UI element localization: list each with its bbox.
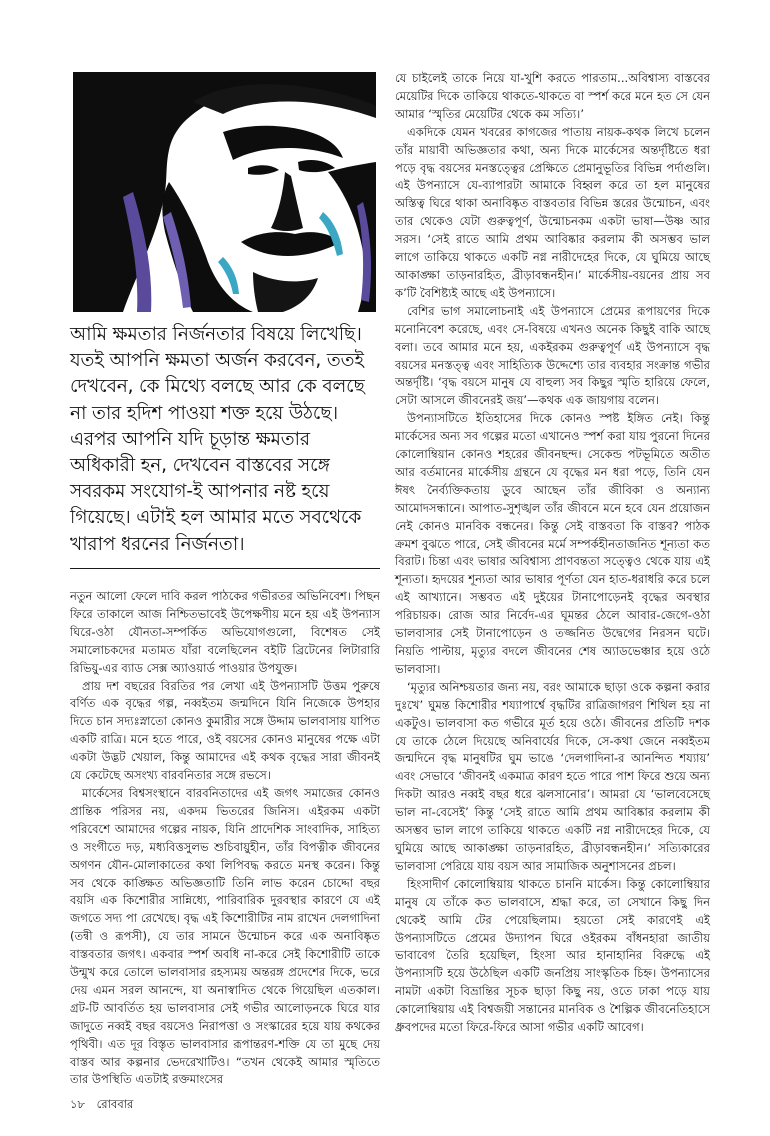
paragraph: উপন্যাসটিতে ইতিহাসের দিকে কোনও স্পষ্ট ইঙ্গিত নেই। কিন্তু মার্কেসের অন্য সব গল্পের মতো এখানেও স্পর্শ করা যায় পুরনো দিনের কোলোম্বিয়ান কোনও শহরের জীবনছন্দ। সেকেন্ড পটভূমিতে অতীত আর বর্তমানের মার্কেসীয় গ্রন্থনে যে বৃদ্ধের মন ধরা পড়ে, তিনি যেন ঈষৎ নৈর্ব্যক্তিকতায় ডুবে আছেন তাঁর জীবিকা ও অন্যান্য আমোদসন্ধানে। আপাত-সুশৃঙ্খল তাঁর জীবনে মনে হবে যেন প্রয়োজন নেই কোনও মানবিক বন্ধনের। কিন্তু সেই বাস্তবতা কি বাস্তব? পাঠক ক্রমশ বুঝতে পারে, সেই জীবনের মর্মে সম্পর্কহীনতাজনিত শূন্যতা কত বিরাট। চিন্তা এবং ভাষার অবিশ্বাস্য প্রাণবন্ততা সত্ত্বেও থেকে যায় এই শূন্যতা। হৃদয়ের শূন্যতা আর ভাষার পূর্ণতা যেন হাত-ধরাধরি করে চলে এই আখ্যানে। সম্ভবত এই দুইয়ের টানাপোড়েনই বৃদ্ধের অবস্থার পরিচায়ক। রোজ আর নির্বেদ-এর ঘূমন্তর ঠেলে আবার-জেগে-ওঠা ভালবাসার সেই টানাপোড়েন ও তজ্জনিত উদ্বেগের নিরসন ঘটে। নিয়তি পাল্টায়, মৃত্যুর বদলে জীবনের শেষ অ্যাডভেঞ্চার হয়ে ওঠে ভালবাসা। bbox=[395, 411, 710, 676]
paragraph: বেশির ভাগ সমালোচনাই এই উপন্যাসে প্রেমের রূপায়ণের দিকে মনোনিবেশ করেছে, এবং সে-বিষয়ে এখনও অনেক কিছুই বাকি আছে বলা। তবে আমার মনে হয়, একইরকম গুরুত্বপূর্ণ এই উপন্যাসে বৃদ্ধ বয়সের মনস্তত্ত্ব এবং সাহিত্যিক উদ্দেশ্যে তার ব্যবহার সংক্রান্ত গভীর অন্তর্দৃষ্টি। ‘বৃদ্ধ বয়সে মানুষ যে বাহুল্য সব কিছুর স্মৃতি হারিয়ে ফেলে, সেটা আসলে জীবনেরই জয়’—কথক এক জায়গায় বলেন। bbox=[395, 303, 710, 408]
author-portrait bbox=[73, 72, 376, 312]
paragraph: একদিকে যেমন খবরের কাগজের পাতায় নায়ক-কথক লিখে চলেন তাঁর মায়াবী অভিজ্ঞতার কথা, অন্য দিকে মার্কেসের অন্তর্দৃষ্টিতে ধরা পড়ে বৃদ্ধ বয়সের মনস্তত্ত্বের প্রেক্ষিতে প্রেমানুভূতির বিভিন্ন পর্দাগুলি। এই উপন্যাসে যে-ব্যাপারটা আমাকে বিহ্বল করে তা হল মানুষের অস্তিত্ব ঘিরে থাকা অনাবিষ্কৃত বাস্তবতার বিভিন্ন স্তরের উন্মোচন, এবং তার থেকেও যেটা গুরুত্বপূর্ণ, উন্মোচনকম একটা ভাষা—উষ্ণ আর সরস। ‘সেই রাতে আমি প্রথম আবিষ্কার করলাম কী অসম্ভব ভাল লাগে তাকিয়ে থাকতে একটি নগ্ন নারীদেহের দিকে, যে ঘুমিয়ে আছে আকাঙ্ক্ষা তাড়নারহিত, ব্রীড়াবন্ধনহীন।’ মার্কেসীয়-বয়নের প্রায় সব ক’টি বৈশিষ্ট্যই আছে এই উপন্যাসে। bbox=[395, 124, 710, 300]
paragraph: প্রায় দশ বছরের বিরতির পর লেখা এই উপন্যাসটি উত্তম পুরুষে বর্ণিত এক বৃদ্ধের গল্প, নব্বইতম জন্মদিনে যিনি নিজেকে উপহার দিতে চান সদ্যঃস্নাতো কোনও কুমারীর সঙ্গে উদ্দাম ভালবাসায় যাপিত একটি রাত্রি। মনে হতে পারে, ওই বয়সের কোনও মানুষের পক্ষে এটা একটা উদ্ভট খেয়াল, কিন্তু আমাদের এই কথক বৃদ্ধের সারা জীবনই যে কেটেছে অসংখ্য বারবনিতার সঙ্গে রভসে। bbox=[70, 678, 380, 783]
pull-quote-text: আমি ক্ষমতার নির্জনতার বিষয়ে লিখেছি। যতই আপনি ক্ষমতা অর্জন করবেন, ততই দেখবেন, কে মিথ্যে বলছে আর কে বলছে না তার হদিশ পাওয়া শক্ত হয়ে উঠছে। এরপর আপনি যদি চূড়ান্ত ক্ষমতার অধিকারী হন, দেখবেন বাস্তবের সঙ্গে সবরকম সংযোগ-ই আপনার নষ্ট হয়ে গিয়েছে। এটাই হল আমার মতে সবথেকে খারাপ ধরনের নির্জনতা। bbox=[70, 324, 365, 555]
divider-rule bbox=[70, 568, 380, 569]
paragraph: নতুন আলো ফেলে দাবি করল পাঠকের গভীরতর অভিনিবেশ। পিছন ফিরে তাকালে আজ নিশ্চিতভাবেই উপেক্ষণীয় মনে হয় এই উপন্যাস ঘিরে-ওঠা যৌনতা-সম্পর্কিত অভিযোগগুলো, বিশেষত সেই সমালোচকদের মতামত যাঁরা বলেছিলেন বইটি ব্রিটেনের লিটারারি রিভিয়ু-এর ব্যাড সেক্স অ্যাওয়ার্ড পাওয়ার উপযুক্ত। bbox=[70, 589, 380, 675]
article-column-left bbox=[70, 588, 380, 1089]
portrait-illustration bbox=[73, 72, 376, 312]
article-column-right bbox=[395, 70, 710, 1037]
paragraph: ‘মৃত্যুর অনিশ্চয়তার জন্য নয়, বরং আমাকে ছাড়া ওকে কল্পনা করার দুঃখে’ ঘুমন্ত কিশোরীর শয্যাপার্শ্বে বৃদ্ধটির রাত্রিজাগরণ শিথিল হয় না একটুও। ভালবাসা কত গভীরে মূর্ত হয়ে ওঠে। জীবনের প্রতিটি দশক যে তাকে ঠেলে দিয়েছে অনিবার্যের দিকে, সে-কথা জেনে নব্বইতম জন্মদিনে বৃদ্ধ মানুষটির ঘুম ভাঙে ‘দেলগাদিনা-র আনন্দিত শয্যায়’ এবং সেভাবে ‘জীবনই একমাত্র কারণ হতে পারে পাশ ফিরে শুয়ে অন্য দিকটা আরও নব্বই বছর ধরে ঝলসানোর’। আমরা যে ‘ভালবেসেছে ভাল না-বেসেই’ কিন্তু ‘সেই রাতে আমি প্রথম আবিষ্কার করলাম কী অসম্ভব ভাল লাগে তাকিয়ে থাকতে একটি নগ্ন নারীদেহের দিকে, যে ঘুমিয়ে আছে আকাঙ্ক্ষা তাড়নারহিত, ব্রীড়াবন্ধনহীন।’ সত্যিকারের ভালবাসা পেরিয়ে যায় বয়স আর সামাজিক অনুশাসনের প্রচল। bbox=[395, 679, 710, 873]
page-number: ১৮ bbox=[70, 1097, 85, 1111]
paragraph: হিংসাদীর্ণ কোলোম্বিয়ায় থাকতে চাননি মার্কেস। কিন্তু কোলোম্বিয়ার মানুষ যে তাঁকে কত ভালবাসে, শ্রদ্ধা করে, তা সেখানে কিছু দিন থেকেই আমি টের পেয়েছিলাম। হয়তো সেই কারণেই এই উপন্যাসটিতে প্রেমের উদ্যাপন ঘিরে ওইরকম বাঁধনহারা জাতীয় ভাবাবেগ তৈরি হয়েছিল, হিংসা আর হানাহানির বিরুদ্ধে এই উপন্যাসটি হয়ে উঠেছিল একটি জনপ্রিয় সাংস্কৃতিক চিহ্ন। উপন্যাসের নামটা একটা বিভ্রান্তির সূচক ছাড়া কিছু নয়, ওতে ঢাকা পড়ে যায় কোলোম্বিয়ায় এই বিশ্বজয়ী সন্তানের মানবিক ও শৈল্পিক জীবনেতিহাসে ধ্রুবপদের মতো ফিরে-ফিরে আসা গভীর একটি আবেগ। bbox=[395, 876, 710, 1035]
section-name: রোববার bbox=[96, 1097, 134, 1111]
paragraph: মার্কেসের বিশ্বসংস্থানে বারবনিতাদের এই জগৎ সমাজের কোনও প্রান্তিক পরিসর নয়, একদম ভিতরের জিনিস। এইরকম একটা পরিবেশে আমাদের গল্পের নায়ক, যিনি প্রাদেশিক সাংবাদিক, সাহিত্য ও সংগীতে দড়, মধ্যবিত্তসুলভ শুচিবায়ুহীন, তাঁর বিপত্নীক জীবনের অগণন যৌন-মোলাকাতের কথা লিপিবদ্ধ করতে মনস্থ করেন। কিন্তু সব থেকে কাঙ্ক্ষিত অভিজ্ঞতাটি তিনি লাভ করেন চোদ্দো বছর বয়সি এক কিশোরীর সান্নিধ্যে, পারিবারিক দুরবস্থার কারণে যে এই জগতে সদ্য পা রেখেছে। বৃদ্ধ এই কিশোরীটির নাম রাখেন দেলগাদিনা (তন্বী ও রূপসী), যে তার সামনে উন্মোচন করে এক অনাবিষ্কৃত বাস্তবতার জগৎ। একবার স্পর্শ অবধি না-করে সেই কিশোরীটি তাকে উন্মুখ করে তোলে ভালবাসার রহস্যময় অন্তরঙ্গ প্রদেশের দিকে, ভরে দেয় এমন সরল আনন্দে, যা অনাস্বাদিত থেকে গিয়েছিল এতকাল। গ্রট-টি আবর্তিত হয় ভালবাসার সেই গভীর আলোড়নকে ঘিরে যার জাদুতে নব্বই বছর বয়সেও নিরাপত্তা ও সংস্কারের হয়ে যায় কথকের পৃথিবী। এত দূর বিস্তৃত ভালবাসার রূপান্তরণ-শক্তি যে তা মুছে দেয় বাস্তব আর কল্পনার ভেদরেখাটিও। “তখন থেকেই আমার স্মৃতিতে তার উপস্থিতি এতটাই রক্তমাংসের bbox=[70, 785, 380, 1087]
page-footer bbox=[70, 1096, 141, 1115]
paragraph: যে চাইলেই তাকে নিয়ে যা-খুশি করতে পারতাম...অবিশ্বাস্য বাস্তবের মেয়েটির দিকে তাকিয়ে থাকতে-থাকতে বা স্পর্শ করে মনে হত সে যেন আমার ‘স্মৃতির মেয়েটির থেকে কম সত্যি।’ bbox=[395, 71, 710, 121]
pull-quote bbox=[70, 322, 380, 558]
